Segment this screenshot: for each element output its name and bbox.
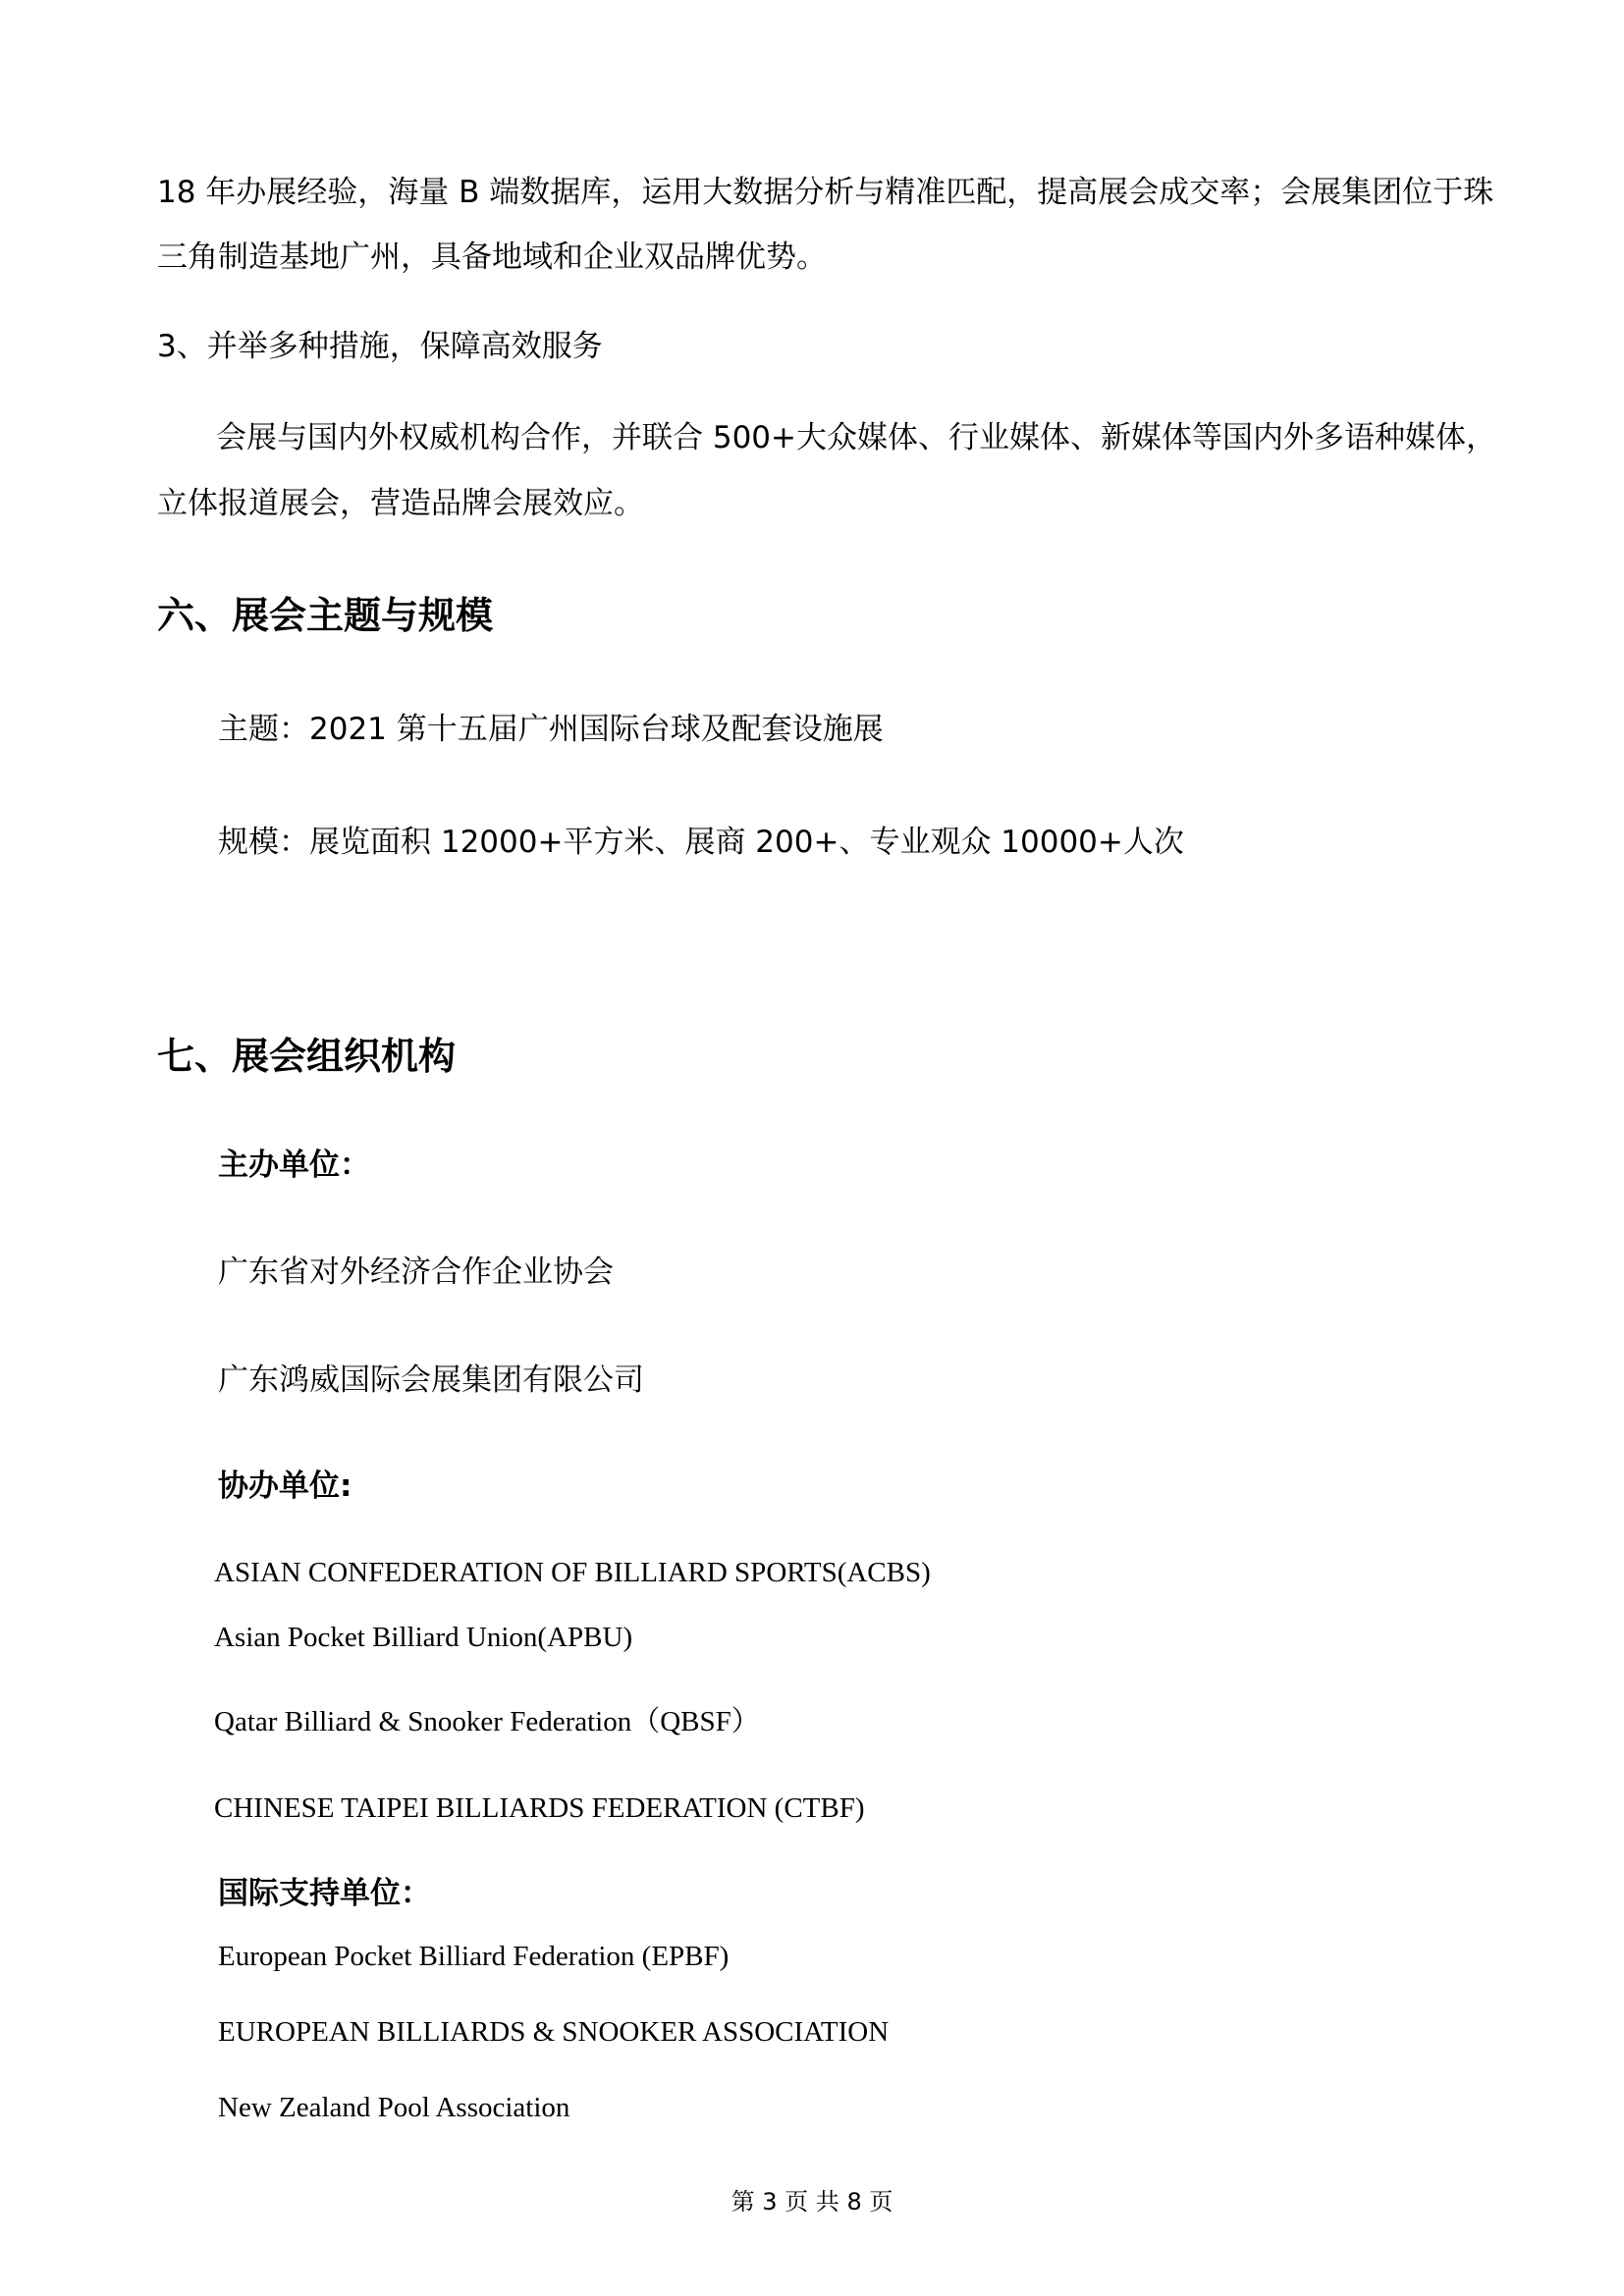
coorganizer-item: CHINESE TAIPEI BILLIARDS FEDERATION (CTBF) bbox=[214, 1792, 865, 1824]
section7-heading: 七、展会组织机构 bbox=[157, 1035, 457, 1078]
section6-theme: 主题：2021 第十五届广州国际台球及配套设施展 bbox=[218, 712, 884, 747]
organizers-label: 主办单位： bbox=[218, 1148, 370, 1183]
point3-para-line-1: 会展与国内外权威机构合作，并联合 500+大众媒体、行业媒体、新媒体等国内外多语种媒体， bbox=[216, 420, 1496, 455]
page-footer: 第 3 页 共 8 页 bbox=[731, 2188, 893, 2216]
intro-line-2: 三角制造基地广州，具备地域和企业双品牌优势。 bbox=[157, 240, 827, 275]
intro-line-1: 18 年办展经验，海量 B 端数据库，运用大数据分析与精准匹配，提高展会成交率；会展集团位于珠 bbox=[157, 175, 1494, 210]
intl-support-label: 国际支持单位： bbox=[218, 1876, 431, 1911]
intl-support-item: New Zealand Pool Association bbox=[218, 2092, 570, 2123]
organizer-item: 广东省对外经济合作企业协会 bbox=[218, 1255, 614, 1290]
intl-support-item: European Pocket Billiard Federation (EPBF) bbox=[218, 1941, 730, 1972]
point3-para-line-2: 立体报道展会，营造品牌会展效应。 bbox=[157, 486, 644, 521]
point3-heading: 3、并举多种措施，保障高效服务 bbox=[157, 329, 603, 364]
organizer-item: 广东鸿威国际会展集团有限公司 bbox=[218, 1362, 644, 1398]
coorganizer-item: ASIAN CONFEDERATION OF BILLIARD SPORTS(ACBS) bbox=[214, 1557, 931, 1588]
section6-heading: 六、展会主题与规模 bbox=[157, 594, 494, 637]
coorganizer-item: Asian Pocket Billiard Union(APBU) bbox=[214, 1622, 633, 1653]
intl-support-item: EUROPEAN BILLIARDS & SNOOKER ASSOCIATION bbox=[218, 2016, 890, 2048]
coorganizer-item: Qatar Billiard & Snooker Federation（QBSF） bbox=[214, 1706, 760, 1737]
coorganizers-label: 协办单位: bbox=[218, 1468, 352, 1504]
section6-scale: 规模：展览面积 12000+平方米、展商 200+、专业观众 10000+人次 bbox=[218, 825, 1184, 860]
